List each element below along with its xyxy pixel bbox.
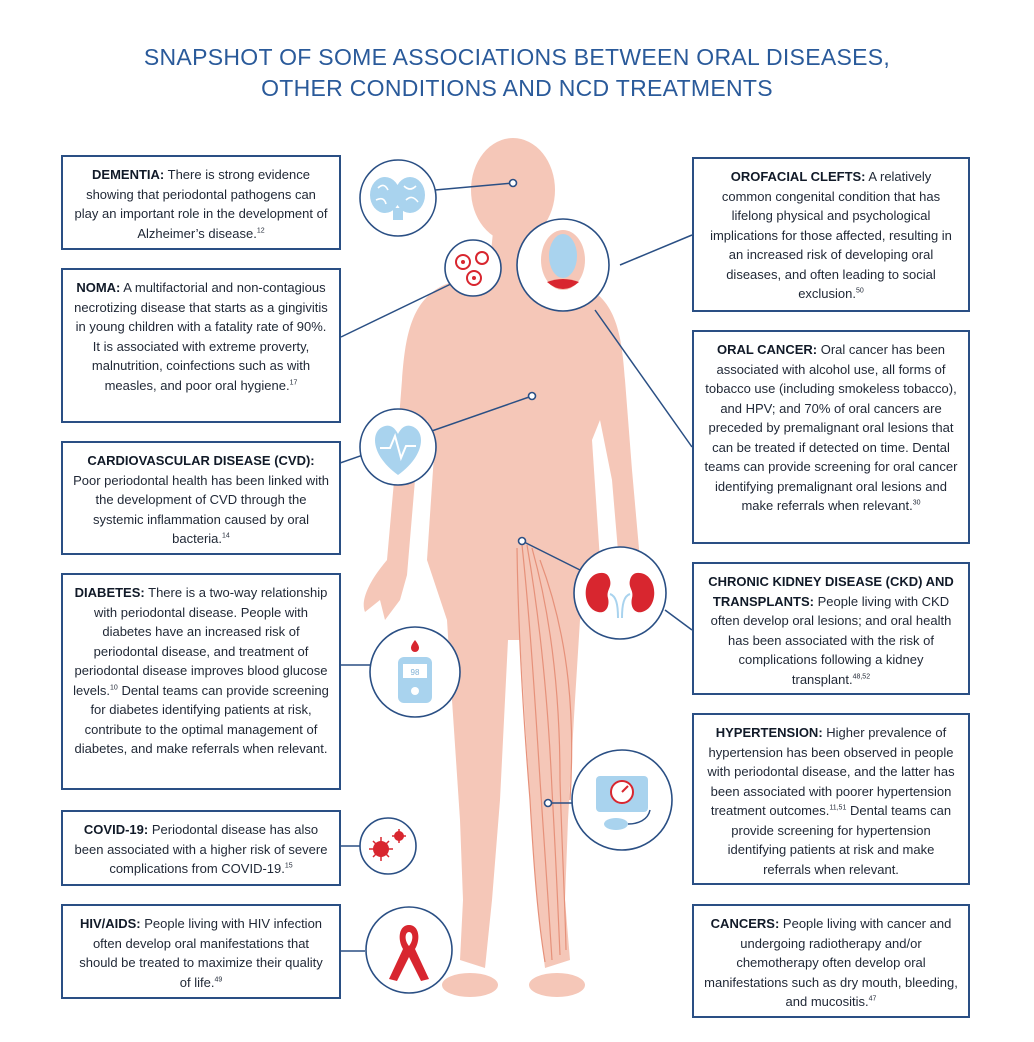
covid-text: Periodontal disease has also been associated with a higher risk of severe complications from COVID-19. — [74, 822, 328, 876]
cancers-heading: CANCERS: — [710, 916, 780, 931]
heart-icon — [360, 409, 436, 485]
brain-icon — [360, 160, 436, 236]
hiv-text: People living with HIV infection often develop oral manifestations that should be treated to maximize their quality of life. — [79, 916, 323, 990]
noma-box — [61, 268, 341, 423]
hypertension-ref: 11,51 — [829, 804, 847, 812]
hiv-box — [61, 904, 341, 999]
cvd-ref: 14 — [222, 532, 230, 540]
diabetes-text: There is a two-way relationship with periodontal disease. People with diabetes have an increased risk of periodontal disease, and treatment of periodontal disease improves blood glucose levels. — [73, 585, 328, 698]
oral-cancer-ref: 30 — [912, 499, 921, 507]
clefts-ref: 50 — [856, 287, 864, 295]
dementia-heading: DEMENTIA: — [92, 167, 165, 182]
cancers-text: People living with cancer and undergoing radiotherapy and/or chemotherapy often develop oral manifestations such as dry mouth, bleeding, and mucositis. — [704, 916, 958, 1009]
noma-heading: NOMA: — [76, 280, 121, 295]
cancers-box — [692, 904, 970, 1018]
hypertension-box — [692, 713, 970, 885]
oral-cancer-text: Oral cancer has been associated with alcohol use, all forms of tobacco use (including smokeless tobacco), and HPV; and 70% of oral cancers are preceded by premalignant oral lesions that can be treated if detected on time. Dental teams can provide screening for oral cancer identifying premalignant oral lesions and make referrals when relevant. — [704, 342, 958, 513]
diabetes-text-2: Dental teams can provide screening for diabetes identifying patients at risk, contribute to the optimal management of diabetes, and make referrals when relevant. — [74, 682, 329, 756]
ckd-text: People living with CKD often develop oral lesions; and oral health has been associated with the risk of complications following a kidney transplant. — [710, 593, 952, 687]
cvd-box — [61, 441, 341, 555]
ckd-box — [692, 562, 970, 695]
clefts-heading: OROFACIAL CLEFTS: — [730, 169, 866, 184]
dementia-text: There is strong evidence showing that periodontal pathogens can play an important role in the development of Alzheimer’s disease. — [74, 167, 328, 241]
ckd-heading: CHRONIC KIDNEY DISEASE (CKD) AND TRANSPLANTS: — [708, 574, 954, 609]
virus-icon — [360, 818, 416, 874]
title-line-1: SNAPSHOT OF SOME ASSOCIATIONS BETWEEN ORAL DISEASES, — [143, 44, 891, 70]
mouth-icon — [517, 219, 609, 311]
ribbon-icon — [366, 907, 452, 993]
covid-ref: 15 — [284, 862, 293, 870]
covid-heading: COVID-19: — [83, 822, 149, 837]
hiv-heading: HIV/AIDS: — [79, 916, 141, 931]
dementia-box — [61, 155, 341, 250]
title-line-2: OTHER CONDITIONS AND NCD TREATMENTS — [261, 75, 773, 101]
cvd-text: Poor periodontal health has been linked with the development of CVD through the systemic inflammation caused by oral bacteria. — [73, 472, 329, 546]
glucometer-reading: 98 — [410, 668, 420, 677]
clefts-text: A relatively common congenital condition that has lifelong physical and psychological implications for those affected, resulting in an increased risk of developing oral diseases, and often leading to social exclusion. — [710, 169, 952, 301]
noma-text: A multifactorial and non-contagious necrotizing disease that starts as a gingivitis in young children with a fatality rate of 90%. It is associated with extreme proverty, malnutrition, coinfections such as with measles, and poor oral hygiene. — [74, 280, 328, 393]
oral-cancer-box — [692, 330, 970, 544]
oral-cancer-heading: ORAL CANCER: — [716, 342, 818, 357]
ckd-ref: 48,52 — [852, 673, 871, 681]
diabetes-ref: 10 — [110, 684, 118, 692]
orofacial-clefts-box — [692, 157, 970, 312]
hypertension-text: Higher prevalence of hypertension has been observed in people with periodontal disease, and the latter has been associated with poorer hypertension treatment outcomes. — [707, 725, 955, 818]
cancers-ref: 47 — [868, 995, 877, 1003]
blood-pressure-monitor-icon — [572, 750, 672, 850]
cvd-heading: CARDIOVASCULAR DISEASE (CVD): — [87, 453, 315, 468]
hypertension-heading: HYPERTENSION: — [715, 725, 823, 740]
glucometer-icon — [370, 627, 460, 717]
dementia-ref: 12 — [256, 227, 265, 235]
covid-box — [61, 810, 341, 886]
diabetes-box — [61, 573, 341, 790]
hiv-ref: 49 — [214, 976, 223, 984]
noma-ref: 17 — [289, 379, 298, 387]
bacteria-icon — [445, 240, 501, 296]
kidney-icon — [574, 547, 666, 639]
hypertension-text-2: Dental teams can provide screening for hypertension identifying patients at risk and make referrals when relevant. — [727, 803, 952, 877]
diabetes-heading: DIABETES: — [74, 585, 145, 600]
